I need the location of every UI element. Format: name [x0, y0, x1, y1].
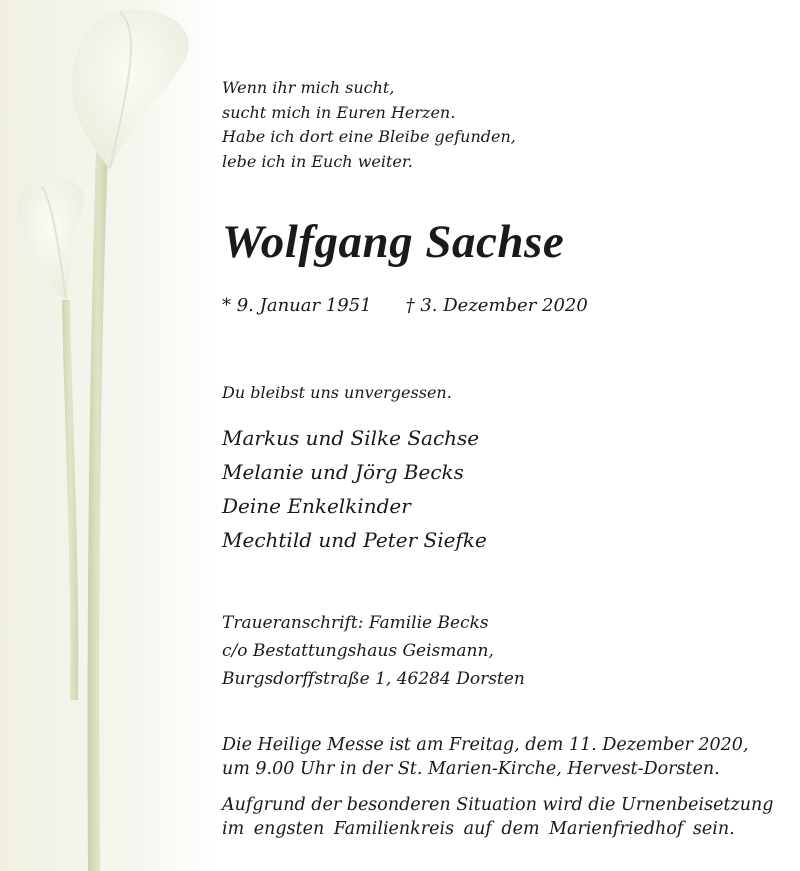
address-line: c/o Bestattungshaus Geismann, — [222, 641, 494, 661]
mourning-address — [222, 609, 525, 693]
burial-line: im engsten Familienkreis auf dem Marienfriedhof sein. — [222, 819, 735, 839]
death-date: † 3. Dezember 2020 — [405, 295, 588, 316]
life-dates — [222, 293, 588, 319]
calla-lily-icon — [0, 0, 220, 871]
mourner-item: Deine Enkelkinder — [222, 494, 411, 518]
poem-line: Wenn ihr mich sucht, — [222, 78, 395, 97]
mass-line: um 9.00 Uhr in der St. Marien-Kirche, Hervest-Dorsten. — [222, 759, 720, 779]
poem-line: Habe ich dort eine Bleibe gefunden, — [222, 127, 516, 146]
poem-line: lebe ich in Euch weiter. — [222, 151, 413, 171]
address-line: Traueranschrift: Familie Becks — [222, 613, 489, 633]
mourner-item: Markus und Silke Sachse — [222, 426, 480, 450]
mass-line: Die Heilige Messe ist am Freitag, dem 11. Dezember 2020, — [222, 735, 749, 755]
mourners-list — [222, 421, 487, 557]
address-line: Burgsdorffstraße 1, 46284 Dorsten — [222, 669, 525, 689]
birth-date: * 9. Januar 1951 — [222, 295, 372, 316]
deceased-name: Wolfgang Sachse — [222, 216, 565, 268]
farewell-line: Du bleibst uns unvergessen. — [222, 383, 452, 402]
burial-info — [222, 793, 773, 841]
poem — [222, 76, 516, 174]
mass-info — [222, 733, 749, 781]
mourner-item: Mechtild und Peter Siefke — [222, 528, 487, 552]
burial-line: Aufgrund der besonderen Situation wird die Urnenbeisetzung — [222, 795, 774, 815]
poem-line: sucht mich in Euren Herzen. — [222, 102, 456, 122]
mourner-item: Melanie und Jörg Becks — [222, 460, 464, 484]
